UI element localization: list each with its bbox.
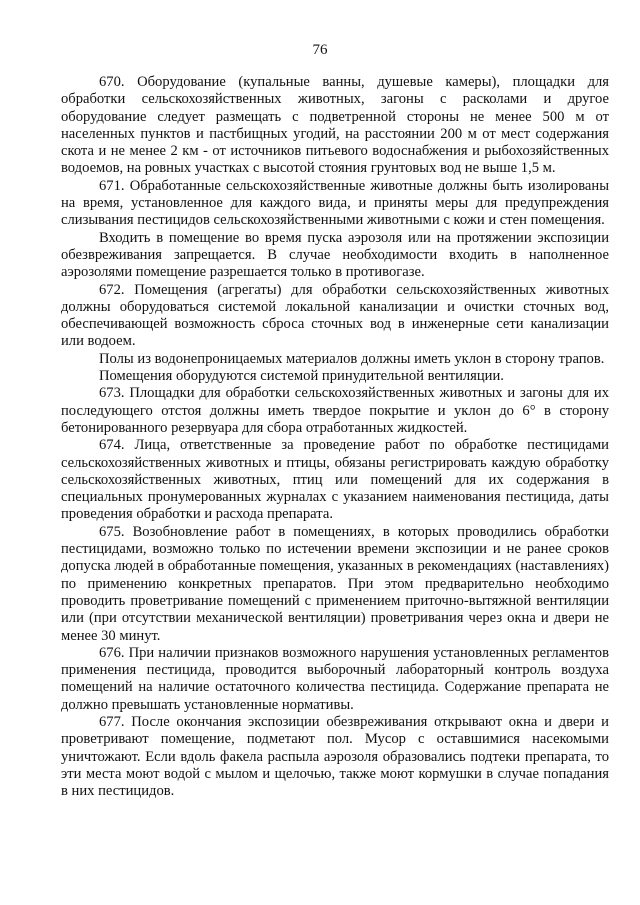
paragraph-673: 673. Площадки для обработки сельскохозяйственных животных и загоны для их последующего отстоя должны иметь твердое покрытие и уклон до 6° в сторону бетонированного резервуара для сбора отработанных жидкостей. (61, 385, 609, 436)
paragraph-672: 672. Помещения (агрегаты) для обработки сельскохозяйственных животных должны оборудоваться системой локальной канализации и очистки сточных вод, обеспечивающей возможность сброса сточных вод в инженерные сети канализации или водоем. (61, 281, 609, 350)
paragraph-671: 671. Обработанные сельскохозяйственные животные должны быть изолированы на время, установленное для каждого вида, и приняты меры для предупреждения слизывания пестицидов сельскохозяйственными животными с кожи и стен помещения. (61, 177, 609, 229)
page-number: 76 (312, 42, 328, 58)
paragraph-674: 674. Лица, ответственные за проведение работ по обработке пестицидами сельскохозяйственных животных и птицы, обязаны регистрировать каждую обработку сельскохозяйственных животных, птиц или помещений для их содержания в специальных пронумерованных журналах с указанием наименования пестицида, даты проведения обработки и расхода препарата. (61, 437, 609, 523)
body-text (61, 74, 609, 800)
paragraph-672-floors: Полы из водонепроницаемых материалов должны иметь уклон в сторону трапов. (99, 350, 605, 367)
paragraph-672-ventilation: Помещения оборудуются системой принудительной вентиляции. (99, 368, 504, 385)
paragraph-677: 677. После окончания экспозиции обезвреживания открывают окна и двери и проветривают помещение, подметают пол. Мусор с оставшимися насекомыми уничтожают. Если вдоль факела распыла аэрозоля образовались подтеки препарата, то эти места моют водой с мылом и щелочью, также моют кормушки в случае попадания в них пестицидов. (61, 713, 609, 800)
paragraph-676: 676. При наличии признаков возможного нарушения установленных регламентов применения пестицида, проводится выборочный лабораторный контроль воздуха помещений на наличие остаточного количества пестицида. Содержание препарата не должно превышать установленные нормативы. (61, 644, 609, 713)
paragraph-675: 675. Возобновление работ в помещениях, в которых проводились обработки пестицидами, возможно только по истечении времени экспозиции и не ранее сроков допуска людей в обработанные помещения, указанных в рекомендациях (наставлениях) по применению конкретных препаратов. При этом предварительно необходимо проводить проветривание помещений с применением приточно-вытяжной вентиляции или (при отсутствии механической вентиляции) проветривания через окна и двери не менее 30 минут. (61, 523, 609, 644)
paragraph-671-aerosol: Входить в помещение во время пуска аэрозоля или на протяжении экспозиции обезвреживания запрещается. В случае необходимости входить в наполненное аэрозолями помещение разрешается только в противогазе. (61, 229, 609, 281)
paragraph-670: 670. Оборудование (купальные ванны, душевые камеры), площадки для обработки сельскохозяйственных животных, загоны с расколами и другое оборудование следует размещать с подветренной стороны не менее 500 м от населенных пунктов и пастбищных угодий, на расстоянии 200 м от мест содержания скота и не менее 2 км - от источников питьевого водоснабжения и рыбохозяйственных водоемов, на ровных участках с высотой стояния грунтовых вод не выше 1,5 м. (61, 74, 609, 177)
